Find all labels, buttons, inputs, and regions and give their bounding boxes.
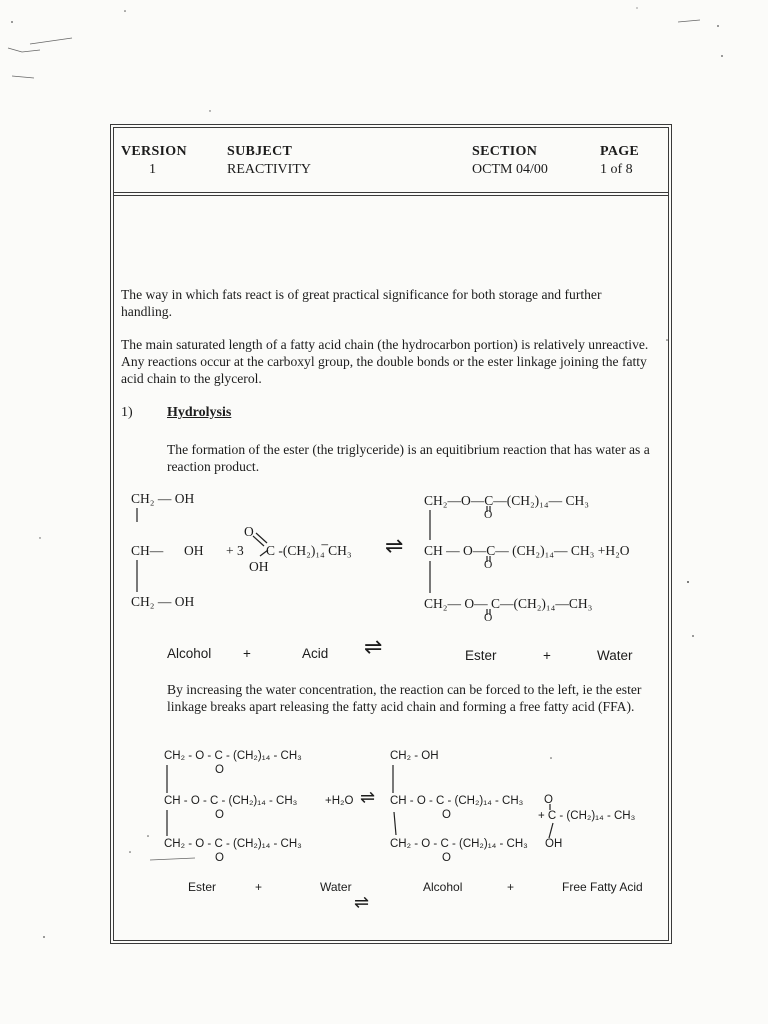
label-ester: Ester	[188, 880, 217, 894]
ffa-hydroxyl: OH	[545, 838, 563, 850]
label-plus: +	[507, 880, 515, 894]
triglyceride-bottom: CH₂— O— C—(CH₂)₁₄—CH₃	[424, 596, 593, 611]
label-plus: +	[255, 880, 263, 894]
bond-ffa-hydroxyl	[549, 823, 553, 838]
plus-water: +H₂O	[325, 795, 354, 807]
product-glycerol-top: CH₂ - OH	[390, 750, 439, 762]
scan-streaks	[8, 20, 700, 860]
label-ester: Ester	[465, 648, 497, 663]
paragraph-hydrolysis-shift: By increasing the water concentration, the reaction can be forced to the left, ie the ester linkage breaks apart releasing the fatty acid chain and forming a free fatty acid (FFA).	[167, 682, 642, 714]
section-label: SECTION	[472, 144, 538, 159]
ester-bottom: CH₂ - O - C - (CH₂)₁₄ - CH₃	[164, 838, 302, 850]
glycerol-top: CH₂ — OH	[131, 491, 195, 506]
acid-hydroxyl: OH	[249, 559, 269, 574]
glycerol-middle-oh: OH	[184, 543, 204, 558]
page-value: 1 of 8	[600, 162, 633, 177]
equilibrium-arrow-label: ⇌	[364, 635, 383, 660]
section-title-hydrolysis: Hydrolysis	[167, 405, 232, 420]
paragraph-saturated-chain: The main saturated length of a fatty acid chain (the hydrocarbon portion) is relatively unreactive. Any reactions occur at the carboxyl group, the double bonds or the ester linkage joining the fatty acid chain to the glycerol.	[121, 337, 649, 386]
triglyceride-middle: CH — O—C— (CH₂)₁₄— CH₃ +H₂O	[424, 543, 630, 558]
label-acid: Acid	[302, 646, 329, 661]
product-bottom-carbonyl: O	[442, 852, 451, 864]
equilibrium-arrow-2: ⇌	[360, 787, 376, 808]
acid-coefficient: + 3	[226, 543, 244, 558]
paragraph-intro: The way in which fats react is of great practical significance for both storage and further handling.	[121, 287, 602, 319]
subject-value: REACTIVITY	[227, 162, 311, 177]
bond-acid-hydroxyl	[260, 550, 268, 556]
paragraph-ester-formation: The formation of the ester (the triglyceride) is an equitibrium reaction that has water as a reaction product.	[167, 442, 650, 474]
triglyceride-top: CH₂—O—C—(CH₂)₁₄— CH₃	[424, 493, 589, 508]
ester-top: CH₂ - O - C - (CH₂)₁₄ - CH₃	[164, 750, 302, 762]
product-middle-carbonyl: O	[442, 809, 451, 821]
label-plus: +	[243, 646, 251, 661]
label-water: Water	[597, 648, 633, 663]
equilibrium-arrow-1: ⇌	[385, 534, 404, 559]
label-alcohol: Alcohol	[423, 880, 463, 894]
glycerol-bottom: CH₂ — OH	[131, 594, 195, 609]
label-plus: +	[543, 648, 551, 663]
triglyceride-bottom-carbonyl: O	[484, 612, 493, 624]
ester-bottom-carbonyl: O	[215, 852, 224, 864]
page-label: PAGE	[600, 144, 640, 159]
ester-top-carbonyl: O	[215, 764, 224, 776]
ester-middle-carbonyl: O	[215, 809, 224, 821]
triglyceride-top-carbonyl: O	[484, 509, 493, 521]
ffa-carbonyl-o: O	[544, 794, 553, 806]
product-diglyceride-middle: CH - O - C - (CH₂)₁₄ - CH₃	[390, 795, 524, 807]
version-value: 1	[149, 162, 156, 177]
ffa-chain: + C - (CH₂)₁₄ - CH₃	[538, 810, 636, 822]
version-label: VERSION	[121, 144, 187, 159]
label-water: Water	[320, 880, 352, 894]
section-value: OCTM 04/00	[472, 162, 548, 177]
ester-middle: CH - O - C - (CH₂)₁₄ - CH₃	[164, 795, 298, 807]
section-number: 1)	[121, 405, 133, 420]
label-alcohol: Alcohol	[167, 646, 212, 661]
label-free-fatty-acid: Free Fatty Acid	[562, 880, 643, 894]
subject-label: SUBJECT	[227, 144, 293, 159]
triglyceride-middle-carbonyl: O	[484, 559, 493, 571]
bond-acid-carbonyl-1	[253, 536, 264, 546]
scan-specks	[11, 7, 723, 937]
glycerol-middle-ch: CH—	[131, 543, 164, 558]
acid-chain: C -(CH₂)₁₄̅ CH₃	[266, 543, 352, 558]
bond-acid-carbonyl-2	[256, 533, 267, 543]
equilibrium-arrow-bottom: ⇌	[354, 892, 370, 913]
acid-carbonyl-o: O	[244, 524, 254, 539]
product-diglyceride-bottom: CH₂ - O - C - (CH₂)₁₄ - CH₃	[390, 838, 528, 850]
bond-product-bottom	[394, 812, 396, 835]
